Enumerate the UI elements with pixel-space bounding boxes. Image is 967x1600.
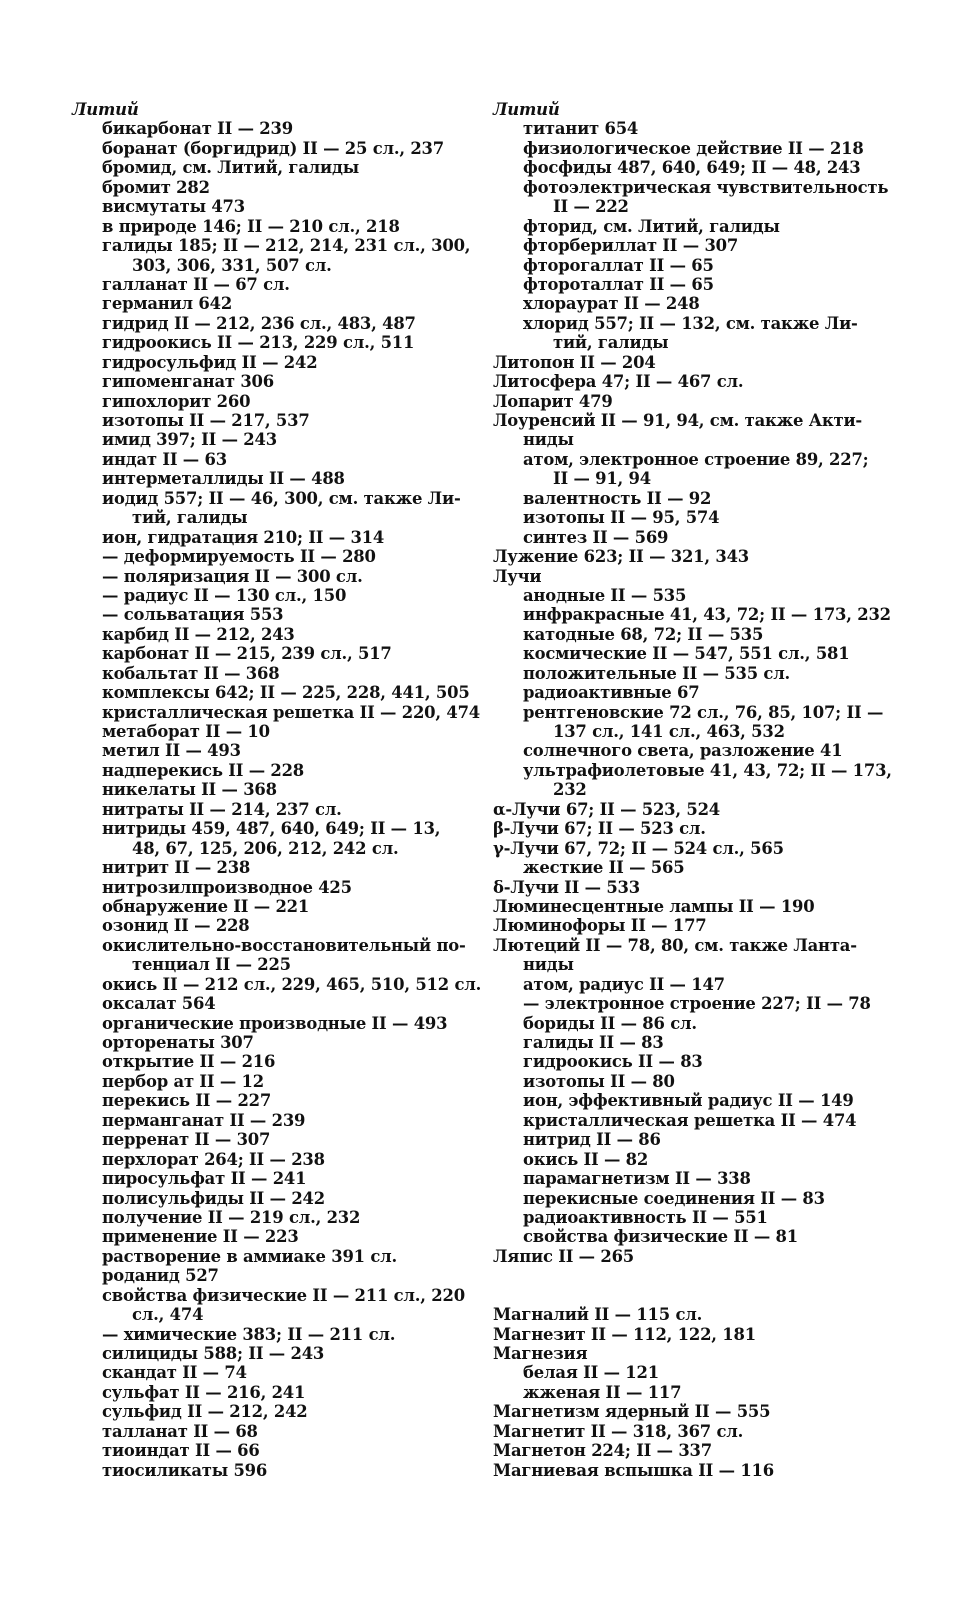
index-main-entry: Магнезия [493, 1344, 588, 1363]
index-subentry: сульфат II — 216, 241 [102, 1382, 306, 1402]
index-subentry: атом, электронное строение 89, 227; [523, 449, 869, 469]
index-subentry: галиды 185; II — 212, 214, 231 сл., 300, [102, 236, 471, 256]
index-subentry: хлорид 557; II — 132, см. также Ли- [523, 313, 858, 333]
index-main-entry: δ-Лучи II — 533 [493, 877, 640, 897]
index-subentry: галланат II — 67 сл. [102, 274, 290, 294]
index-subentry: 48, 67, 125, 206, 212, 242 сл. [132, 838, 399, 858]
index-main-entry: Магнетизм ядерный II — 555 [493, 1402, 771, 1422]
index-main-entry: Ляпис II — 265 [493, 1246, 634, 1266]
index-subentry: хлораурат II — 248 [523, 294, 700, 314]
index-subentry: — деформируемость II — 280 [102, 547, 376, 567]
index-main-entry: β-Лучи 67; II — 523 сл. [493, 819, 706, 839]
index-subentry: надперекись II — 228 [102, 760, 305, 780]
index-subentry: комплексы 642; II — 225, 228, 441, 505 [102, 683, 470, 703]
index-subentry: сульфид II — 212, 242 [102, 1402, 308, 1422]
index-subentry: окись II — 212 сл., 229, 465, 510, 512 сл. [102, 974, 482, 994]
index-subentry: органические производные II — 493 [102, 1013, 448, 1033]
index-subentry: изотопы II — 217, 537 [102, 411, 310, 430]
index-subentry: изотопы II — 95, 574 [523, 508, 720, 528]
index-subentry: положительные II — 535 сл. [523, 663, 791, 683]
index-subentry: обнаружение II — 221 [102, 896, 310, 916]
index-subentry: роданид 527 [102, 1266, 219, 1286]
index-subentry: скандат II — 74 [102, 1363, 247, 1383]
index-subentry: окислительно-восстановительный по- [102, 935, 466, 955]
index-subentry: радиоактивные 67 [523, 683, 700, 703]
index-subentry: фотоэлектрическая чувствительность [523, 177, 889, 197]
index-subentry: ниды [523, 430, 574, 450]
index-main-entry: Магналий II — 115 сл. [493, 1305, 703, 1325]
index-subentry: тиосиликаты 596 [102, 1460, 268, 1480]
section-gap [493, 1266, 883, 1285]
index-subentry: гипохлорит 260 [102, 391, 251, 411]
index-subentry: гипоменганат 306 [102, 372, 274, 392]
index-subentry: в природе 146; II — 210 сл., 218 [102, 216, 400, 236]
index-subentry: парамагнетизм II — 338 [523, 1169, 751, 1189]
index-subentry: растворение в аммиаке 391 сл. [102, 1246, 398, 1266]
index-subentry: имид 397; II — 243 [102, 430, 277, 450]
index-subentry: озонид II — 228 [102, 916, 250, 936]
index-subentry: тий, галиды [132, 508, 248, 528]
index-subentry: боранат (боргидрид) II — 25 сл., 237 [102, 138, 444, 158]
index-subentry: — сольватация 553 [102, 605, 284, 625]
index-subentry: перекисные соединения II — 83 [523, 1188, 825, 1208]
index-subentry: жженая II — 117 [523, 1382, 682, 1402]
index-subentry: карбид II — 212, 243 [102, 624, 295, 644]
index-subentry: орторенаты 307 [102, 1033, 254, 1052]
index-subentry: инфракрасные 41, 43, 72; II — 173, 232 [523, 605, 891, 625]
index-subentry: оксалат 564 [102, 994, 216, 1014]
index-subentry: талланат II — 68 [102, 1421, 258, 1441]
index-subentry: белая II — 121 [523, 1363, 659, 1383]
index-subentry: бромит 282 [102, 177, 210, 197]
index-subentry: гидросульфид II — 242 [102, 352, 318, 372]
index-subentry: жесткие II — 565 [523, 858, 685, 878]
index-main-entry: Люминофоры II — 177 [493, 916, 707, 936]
index-subentry: фосфиды 487, 640, 649; II — 48, 243 [523, 158, 861, 178]
index-subentry: полисульфиды II — 242 [102, 1188, 325, 1208]
index-subentry: бикарбонат II — 239 [102, 119, 293, 139]
index-subentry: тиоиндат II — 66 [102, 1441, 260, 1461]
index-column-left [72, 100, 482, 1480]
index-subentry: нитраты II — 214, 237 сл. [102, 799, 342, 819]
index-subentry: гидрид II — 212, 236 сл., 483, 487 [102, 313, 416, 333]
index-subentry: тенциал II — 225 [132, 955, 291, 975]
index-subentry: солнечного света, разложение 41 [523, 741, 843, 761]
index-main-entry: Магниевая вспышка II — 116 [493, 1460, 774, 1480]
index-column-right [493, 100, 892, 1480]
index-subentry: пиросульфат II — 241 [102, 1169, 307, 1189]
index-subentry: фторид, см. Литий, галиды [523, 216, 780, 236]
index-main-entry: Литосфера 47; II — 467 сл. [493, 372, 744, 392]
index-subentry: нитрид II — 86 [523, 1130, 661, 1150]
index-main-entry: Литий [72, 100, 139, 119]
index-subentry: кристаллическая решетка II — 220, 474 [102, 702, 480, 722]
index-subentry: — химические 383; II — 211 сл. [102, 1324, 396, 1344]
index-main-entry: γ-Лучи 67, 72; II — 524 сл., 565 [493, 838, 784, 858]
index-subentry: 303, 306, 331, 507 сл. [132, 255, 332, 275]
index-subentry: иодид 557; II — 46, 300, см. также Ли- [102, 488, 461, 508]
index-main-entry: Люминесцентные лампы II — 190 [493, 896, 815, 916]
index-main-entry: Лютеций II — 78, 80, см. также Ланта- [493, 935, 857, 955]
index-main-entry: α-Лучи 67; II — 523, 524 [493, 799, 721, 819]
index-subentry: галиды II — 83 [523, 1033, 664, 1052]
index-main-entry: Литий [493, 100, 560, 119]
index-subentry: II — 91, 94 [553, 469, 651, 489]
index-main-entry: Магнезит II — 112, 122, 181 [493, 1324, 756, 1344]
index-main-entry: Лучи [493, 566, 542, 586]
index-subentry: валентность II — 92 [523, 488, 712, 508]
index-subentry: — поляризация II — 300 сл. [102, 566, 363, 586]
index-subentry: бромид, см. Литий, галиды [102, 158, 359, 178]
index-subentry: 137 сл., 141 сл., 463, 532 [553, 722, 785, 741]
index-subentry: фтороталлат II — 65 [523, 274, 714, 294]
index-main-entry: Литопон II — 204 [493, 352, 656, 372]
index-subentry: рентгеновские 72 сл., 76, 85, 107; II — [523, 702, 884, 722]
index-subentry: перекись II — 227 [102, 1091, 272, 1111]
index-subentry: синтез II — 569 [523, 527, 669, 547]
index-subentry: нитриды 459, 487, 640, 649; II — 13, [102, 819, 441, 839]
index-subentry: фторбериллат II — 307 [523, 236, 739, 256]
index-subentry: висмутаты 473 [102, 197, 245, 217]
index-subentry: окись II — 82 [523, 1149, 649, 1169]
index-subentry: индат II — 63 [102, 449, 227, 469]
index-subentry: — радиус II — 130 сл., 150 [102, 585, 347, 605]
index-subentry: гидроокись II — 213, 229 сл., 511 [102, 333, 415, 353]
index-main-entry: Магнетон 224; II — 337 [493, 1441, 712, 1461]
index-subentry: титанит 654 [523, 119, 639, 139]
index-subentry: изотопы II — 80 [523, 1071, 675, 1091]
index-subentry: открытие II — 216 [102, 1052, 276, 1072]
index-subentry: карбонат II — 215, 239 сл., 517 [102, 644, 392, 664]
index-subentry: гидроокись II — 83 [523, 1052, 703, 1072]
index-subentry: перренат II — 307 [102, 1130, 271, 1150]
index-subentry: интерметаллиды II — 488 [102, 469, 345, 489]
index-subentry: метил II — 493 [102, 741, 241, 761]
index-subentry: II — 222 [553, 197, 629, 217]
section-gap [493, 1286, 883, 1305]
index-subentry: атом, радиус II — 147 [523, 974, 725, 994]
index-subentry: свойства физические II — 211 сл., 220 [102, 1285, 465, 1305]
index-subentry: метаборат II — 10 [102, 722, 270, 741]
index-subentry: силициды 588; II — 243 [102, 1344, 325, 1363]
index-subentry: 232 [553, 780, 587, 800]
index-subentry: ион, эффективный радиус II — 149 [523, 1091, 854, 1111]
index-main-entry: Лужение 623; II — 321, 343 [493, 547, 750, 567]
index-subentry: германил 642 [102, 294, 233, 314]
index-subentry: применение II — 223 [102, 1227, 299, 1247]
index-subentry: перманганат II — 239 [102, 1110, 306, 1130]
index-main-entry: Лопарит 479 [493, 391, 613, 411]
index-subentry: сл., 474 [132, 1305, 204, 1325]
index-subentry: перхлорат 264; II — 238 [102, 1149, 325, 1169]
index-main-entry: Лоуренсий II — 91, 94, см. также Акти- [493, 411, 863, 430]
index-subentry: радиоактивность II — 551 [523, 1207, 768, 1227]
index-subentry: пербор ат II — 12 [102, 1071, 264, 1091]
index-subentry: фторогаллат II — 65 [523, 255, 714, 275]
index-main-entry: Магнетит II — 318, 367 сл. [493, 1421, 744, 1441]
index-subentry: получение II — 219 сл., 232 [102, 1207, 361, 1227]
index-subentry: ультрафиолетовые 41, 43, 72; II — 173, [523, 760, 892, 780]
index-subentry: бориды II — 86 сл. [523, 1013, 697, 1033]
index-subentry: кобальтат II — 368 [102, 663, 280, 683]
index-subentry: свойства физические II — 81 [523, 1227, 798, 1247]
index-subentry: никелаты II — 368 [102, 780, 277, 800]
index-subentry: нитрозилпроизводное 425 [102, 877, 352, 897]
index-subentry: ниды [523, 955, 574, 975]
index-subentry: катодные 68, 72; II — 535 [523, 624, 764, 644]
index-subentry: — электронное строение 227; II — 78 [523, 994, 871, 1014]
index-subentry: физиологическое действие II — 218 [523, 138, 864, 158]
index-subentry: ион, гидратация 210; II — 314 [102, 527, 385, 547]
index-subentry: нитрит II — 238 [102, 858, 251, 878]
index-subentry: тий, галиды [553, 333, 669, 353]
index-subentry: анодные II — 535 [523, 585, 687, 605]
index-subentry: кристаллическая решетка II — 474 [523, 1110, 857, 1130]
index-subentry: космические II — 547, 551 сл., 581 [523, 644, 850, 664]
